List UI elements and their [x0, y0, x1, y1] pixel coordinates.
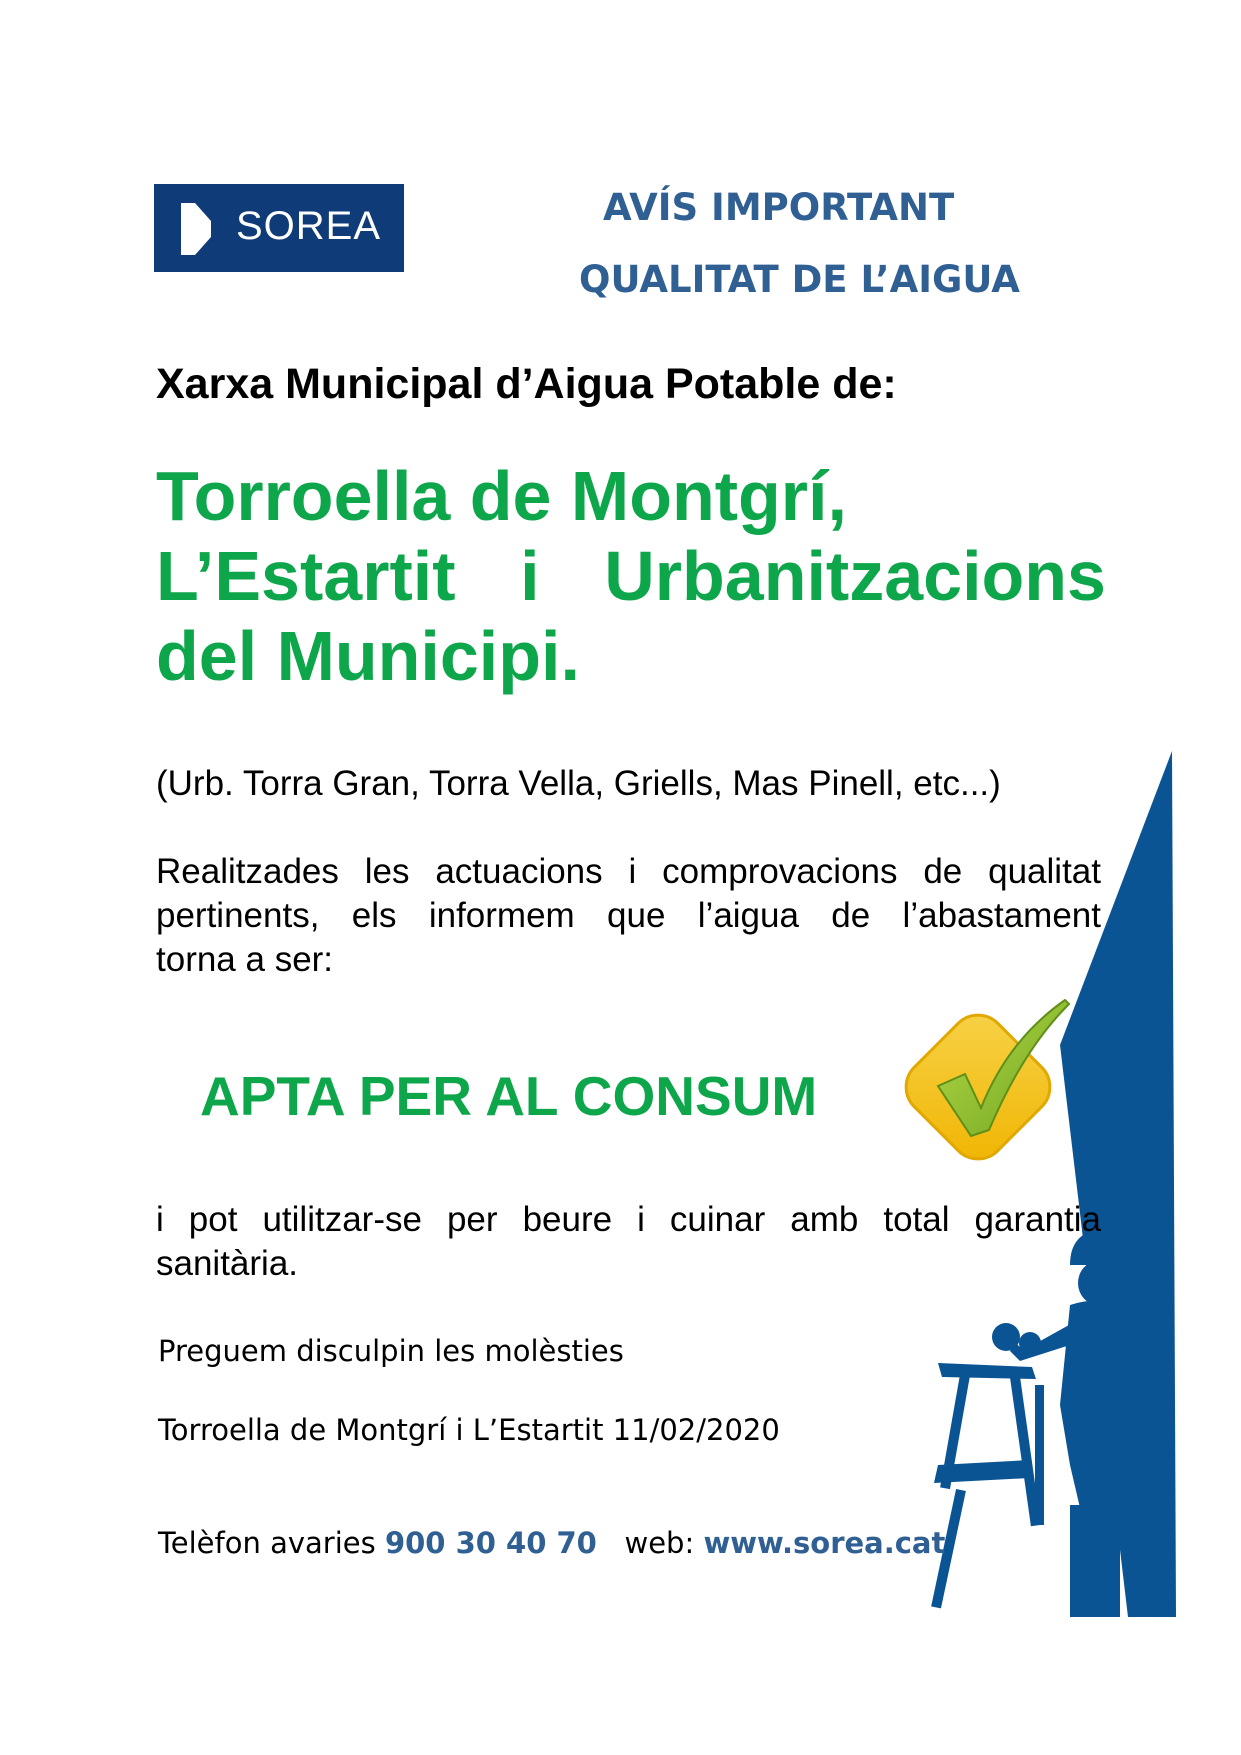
intro-line-2: pertinents, els informem que l’aigua de l’abastament — [156, 896, 1101, 935]
town-word-urbanitzacions: Urbanitzacions — [604, 537, 1106, 615]
website-link[interactable]: www.sorea.cat — [703, 1526, 946, 1560]
contact-line — [158, 1526, 945, 1560]
usage-paragraph — [156, 1198, 1101, 1286]
urbanizations-list: (Urb. Torra Gran, Torra Vella, Griells, Mas Pinell, etc...) — [156, 764, 1001, 803]
place-date: Torroella de Montgrí i L’Estartit 11/02/2020 — [158, 1413, 780, 1447]
town-line-3: del Municipi. — [156, 617, 580, 695]
intro-line-1: Realitzades les actuacions i comprovacions de qualitat — [156, 852, 1101, 891]
worker-silhouette — [931, 1229, 1138, 1617]
intro-paragraph — [156, 850, 1101, 982]
town-line-1: Torroella de Montgrí, — [156, 457, 847, 535]
usage-line-1: i pot utilitzar-se per beure i cuinar amb total garantia — [156, 1200, 1101, 1239]
intro-line-3: torna a ser: — [156, 940, 334, 979]
town-word-i: i — [520, 537, 540, 615]
apology-text: Preguem disculpin les molèsties — [158, 1334, 624, 1368]
logo-mark-icon — [181, 203, 211, 255]
web-label: web: — [624, 1526, 695, 1560]
status-text: APTA PER AL CONSUM — [200, 1065, 818, 1127]
check-badge-icon — [893, 990, 1083, 1180]
notice-subtitle: QUALITAT DE L’AIGUA — [579, 258, 1020, 301]
town-names — [156, 456, 1106, 696]
logo-text: SOREA — [236, 204, 382, 248]
town-line-2 — [156, 536, 1106, 616]
sorea-logo — [154, 184, 404, 272]
phone-number[interactable]: 900 30 40 70 — [384, 1526, 597, 1560]
phone-label: Telèfon avaries — [158, 1526, 376, 1560]
usage-line-2: sanitària. — [156, 1244, 299, 1283]
town-word-estartit: L’Estartit — [156, 537, 456, 615]
notice-title: AVÍS IMPORTANT — [603, 186, 955, 229]
network-label: Xarxa Municipal d’Aigua Potable de: — [156, 360, 897, 408]
